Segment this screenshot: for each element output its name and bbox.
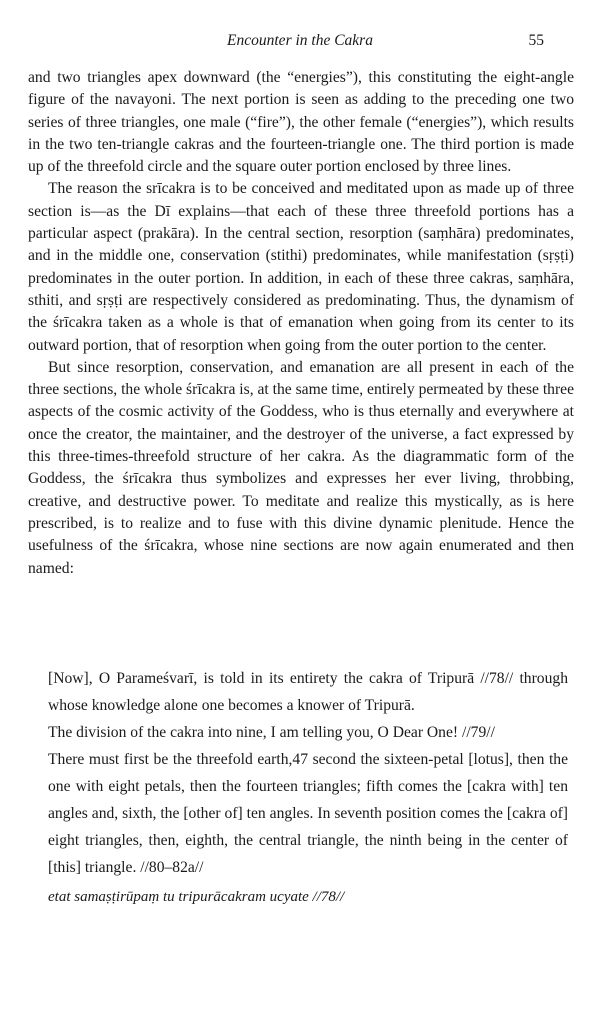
- paragraph-2: The reason the srīcakra is to be conceived and meditated upon as made up of three section is—as the Dī explains—that each of these three threefold portions has a particular aspect (prakāra). In the central section, resorption (saṃhāra) predominates, and in the middle one, conservation (stithi) predominates, while manifestation (sṛṣṭi) predominates in the outer portion. In addition, in each of these three cakras, saṃhāra, sthiti, and sṛṣṭi are respectively considered as predominating. Thus, the dynamism of the śrīcakra taken as a whole is that of emanation when going from its center to its outward portion, that of resorption when going from the outer portion to the center.: [28, 180, 574, 354]
- paragraph-1: and two triangles apex downward (the “energies”), this constituting the eight-angle figure of the navayoni. The next portion is seen as adding to the preceding one two series of three triangles, one male (“fire”), the other female (“energies”), which results in the two ten-triangle cakras and the fourteen-triangle one. The third portion is made up of the threefold circle and the square outer portion enclosed by three lines.: [28, 69, 574, 176]
- page-number: 55: [528, 32, 544, 49]
- body-text: [28, 67, 574, 580]
- running-title: Encounter in the Cakra: [227, 32, 373, 49]
- quote-line-2: The division of the cakra into nine, I am telling you, O Dear One! //79//: [48, 724, 495, 741]
- quote-line-1: [Now], O Parameśvarī, is told in its entirety the cakra of Tripurā //78// through whose knowledge alone one becomes a knower of Tripurā.: [48, 670, 568, 714]
- running-head: [0, 32, 600, 54]
- sanskrit-verse: etat samaṣṭirūpaṃ tu tripurācakram ucyate //78//: [48, 889, 345, 905]
- quote-line-3: There must first be the threefold earth,47 second the sixteen-petal [lotus], then the one with eight petals, then the fourteen triangles; fifth comes the [cakra with] ten angles and, sixth, the [other of] ten angles. In seventh position comes the [cakra of] eight triangles, then, eighth, the central triangle, the ninth being in the center of [this] triangle. //80–82a//: [48, 751, 568, 876]
- block-quote: [48, 665, 568, 911]
- paragraph-3: But since resorption, conservation, and emanation are all present in each of the three sections, the whole śrīcakra is, at the same time, entirely permeated by these three aspects of the cosmic activity of the Goddess, who is thus eternally and everywhere at once the creator, the maintainer, and the destroyer of the universe, a fact expressed by this three-times-threefold structure of her cakra. As the diagrammatic form of the Goddess, the śrīcakra thus symbolizes and expresses her ever living, throbbing, creative, and destructive power. To meditate and realize this mystically, as is here prescribed, is to realize and to fuse with this divine dynamic plenitude. Hence the usefulness of the śrīcakra, whose nine sections are now again enumerated and then named:: [28, 358, 575, 577]
